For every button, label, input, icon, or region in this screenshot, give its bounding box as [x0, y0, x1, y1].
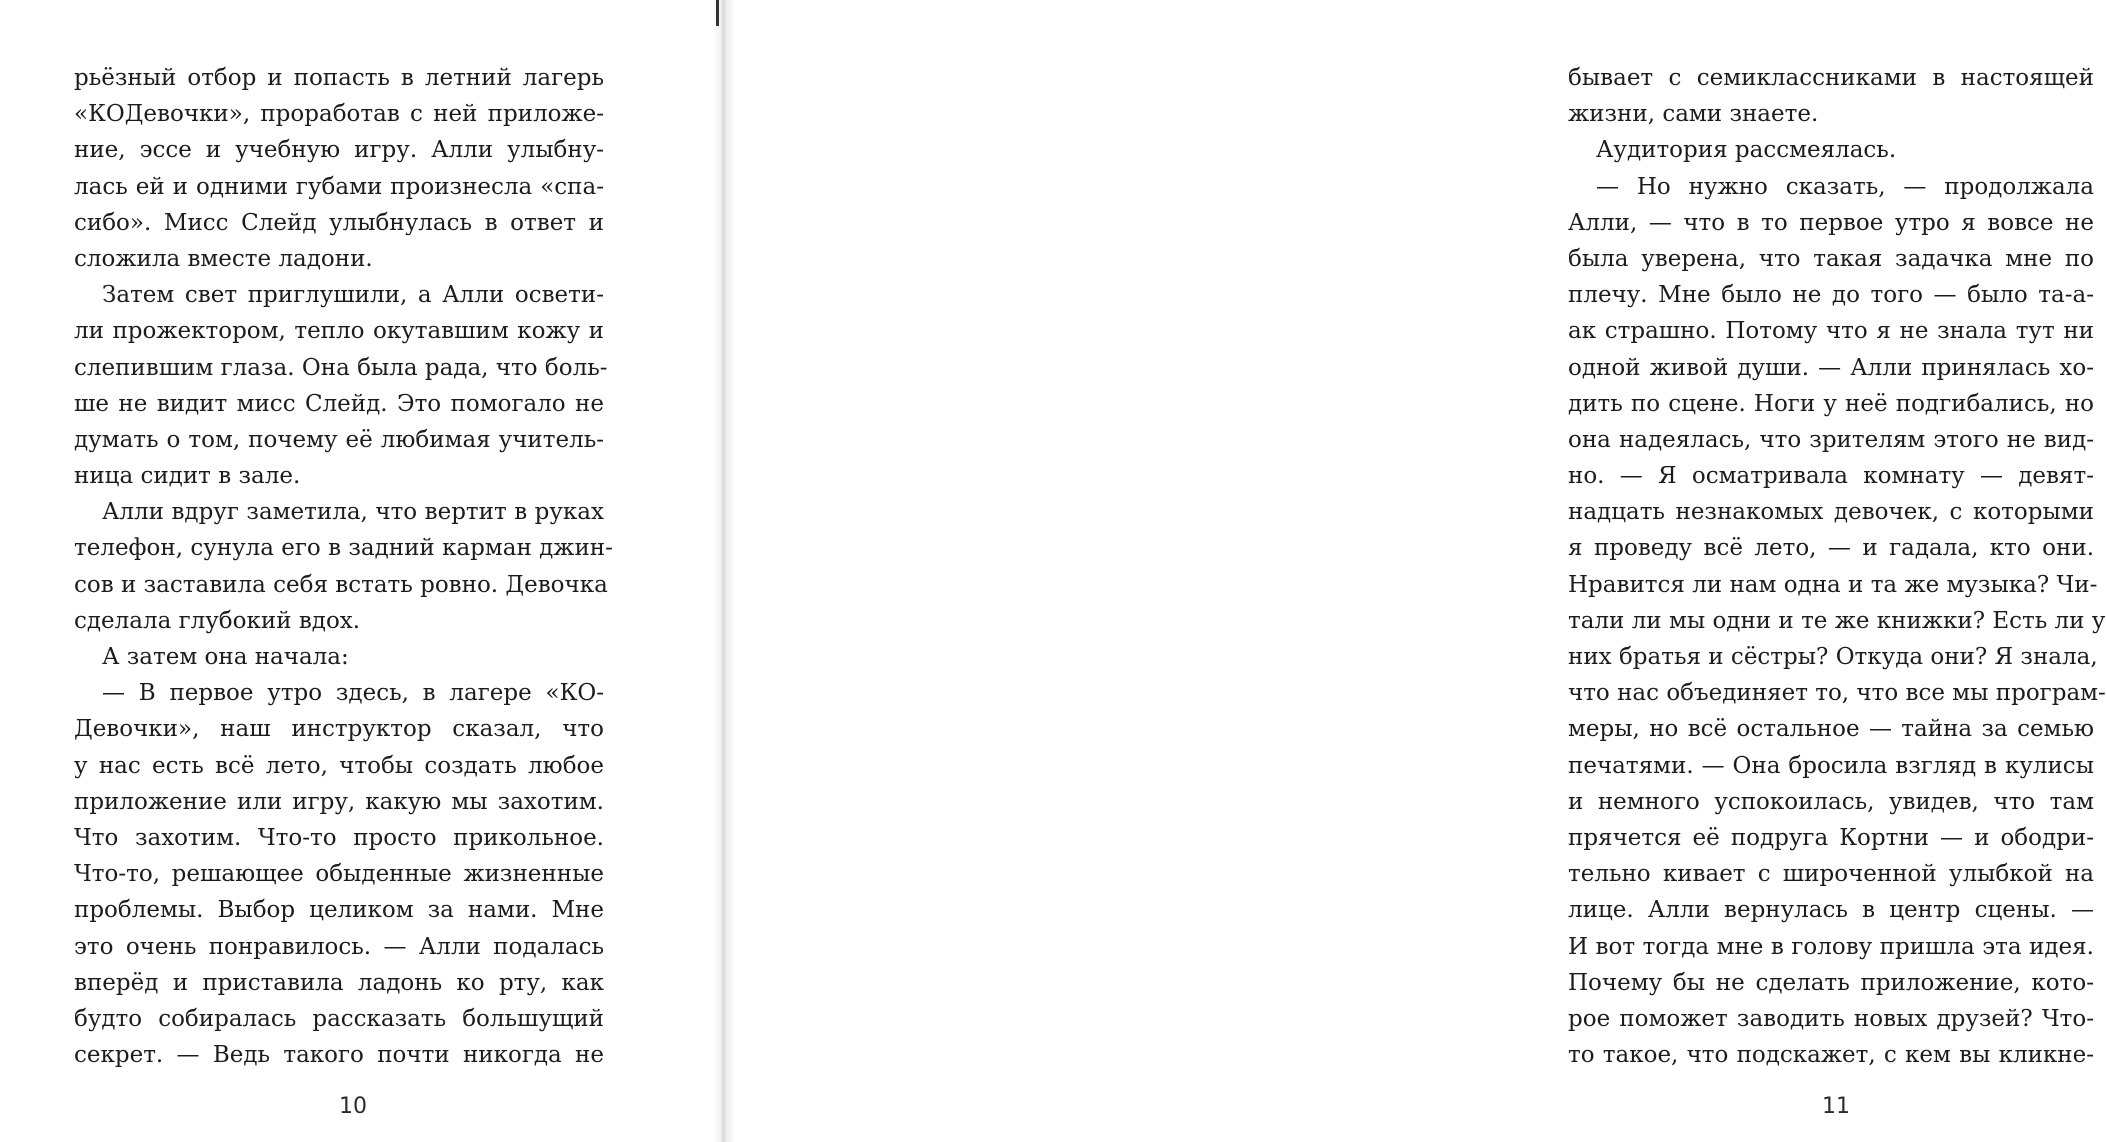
left-page-text-line: секрет. — Ведь такого почти никогда не	[74, 1042, 604, 1069]
right-page	[722, 0, 2106, 1142]
left-page-text-line: ше не видит мисс Слейд. Это помогало не	[74, 390, 604, 417]
left-page-text-line: Что захотим. Что-то просто прикольное.	[74, 824, 604, 851]
left-page-text-line: А затем она начала:	[102, 644, 349, 670]
right-page-text-line: надцать незнакомых девочек, с которыми	[1568, 499, 2094, 526]
right-page-text-line: них братья и сёстры? Откуда они? Я знала,	[1568, 644, 2098, 670]
left-page-text-line: Алли вдруг заметила, что вертит в руках	[102, 499, 604, 526]
right-page-text-line: одной живой души. — Алли принялась хо-	[1568, 354, 2094, 381]
right-page-text-line: тельно кивает с широченной улыбкой на	[1568, 861, 2094, 888]
left-page-text-line: будто собиралась рассказать большущий	[74, 1005, 604, 1032]
left-page-text-line: ница сидит в зале.	[74, 463, 301, 490]
right-page-text-line: И вот тогда мне в голову пришла эта идея.	[1568, 933, 2094, 960]
left-page-text-line: вперёд и приставила ладонь ко рту, как	[74, 969, 604, 996]
right-page-text-line: Алли, — что в то первое утро я вовсе не	[1568, 209, 2094, 236]
left-page	[0, 0, 722, 1142]
right-page-text-line: плечу. Мне было не до того — было та-а-	[1568, 282, 2094, 309]
right-page-text-line: что нас объединяет то, что все мы програм-	[1568, 680, 2106, 707]
right-page-text-line: прячется её подруга Кортни — и ободри-	[1568, 824, 2094, 851]
left-page-text-line: сибо». Мисс Слейд улыбнулась в ответ и	[74, 209, 604, 236]
left-page-text-line: Что-то, решающее обыденные жизненные	[74, 861, 604, 888]
left-page-text-line: рьёзный отбор и попасть в летний лагерь	[74, 65, 604, 91]
right-page-text-line: я проведу всё лето, — и гадала, кто они.	[1568, 535, 2094, 562]
right-page-text-line: но. — Я осматривала комнату — девят-	[1568, 463, 2094, 490]
right-page-text-line: Нравится ли нам одна и та же музыка? Чи-	[1568, 571, 2098, 598]
left-page-text-line: сложила вместе ладони.	[74, 245, 373, 272]
right-page-text-line: лице. Алли вернулась в центр сцены. —	[1568, 897, 2094, 924]
left-page-text-line: «КОДевочки», проработав с ней приложе-	[74, 101, 604, 128]
left-page-text-line: сов и заставила себя встать ровно. Девочка	[74, 571, 608, 598]
left-page-number: 10	[339, 1094, 367, 1119]
right-page-text-line: Аудитория рассмеялась.	[1596, 137, 1897, 164]
left-page-text-line: Девочки», наш инструктор сказал, что	[74, 716, 604, 743]
right-page-text-line: тали ли мы одни и те же книжки? Есть ли у	[1568, 607, 2106, 634]
left-page-text-line: это очень понравилось. — Алли подалась	[74, 933, 604, 960]
right-page-text-line: была уверена, что такая задачка мне по	[1568, 245, 2094, 272]
right-page-text-line: жизни, сами знаете.	[1568, 101, 1819, 128]
right-page-text-line: она надеялась, что зрителям этого не вид-	[1568, 426, 2094, 453]
left-page-text-line: ние, эссе и учебную игру. Алли улыбну-	[74, 137, 604, 164]
left-page-text-line: Затем свет приглушили, а Алли освети-	[102, 282, 604, 309]
right-page-text	[1568, 60, 2106, 1073]
left-page-text-line: телефон, сунула его в задний карман джин-	[74, 535, 613, 562]
right-page-text-line: печатями. — Она бросила взгляд в кулисы	[1568, 752, 2094, 779]
right-page-text-line: — Но нужно сказать, — продолжала	[1596, 173, 2094, 200]
left-page-text	[74, 60, 613, 1073]
right-page-text-line: меры, но всё остальное — тайна за семью	[1568, 716, 2094, 743]
left-page-text-line: слепившим глаза. Она была рада, что боль-	[74, 354, 608, 381]
right-page-text-line: дить по сцене. Ноги у неё подгибались, но	[1568, 390, 2094, 417]
left-page-text-line: лась ей и одними губами произнесла «спа-	[74, 173, 604, 200]
right-page-number: 11	[1822, 1094, 1850, 1119]
right-page-text-line: рое поможет заводить новых друзей? Что-	[1568, 1005, 2094, 1032]
left-page-text-line: сделала глубокий вдох.	[74, 607, 361, 634]
left-page-text-line: у нас есть всё лето, чтобы создать любое	[74, 752, 604, 779]
left-page-text-line: ли прожектором, тепло окутавшим кожу и	[74, 318, 604, 345]
right-page-text-line: ак страшно. Потому что я не знала тут ни	[1568, 318, 2094, 345]
right-page-text-line: то такое, что подскажет, с кем вы кликне-	[1568, 1042, 2094, 1069]
left-page-text-line: — В первое утро здесь, в лагере «КО-	[102, 680, 604, 707]
right-page-text-line: Почему бы не сделать приложение, кото-	[1568, 969, 2094, 996]
left-page-text-line: приложение или игру, какую мы захотим.	[74, 788, 604, 815]
right-page-text-line: и немного успокоилась, увидев, что там	[1568, 788, 2094, 815]
left-page-text-line: проблемы. Выбор целиком за нами. Мне	[74, 897, 604, 924]
right-page-text-line: бывает с семиклассниками в настоящей	[1568, 65, 2094, 91]
left-page-text-line: думать о том, почему её любимая учитель-	[74, 426, 604, 453]
